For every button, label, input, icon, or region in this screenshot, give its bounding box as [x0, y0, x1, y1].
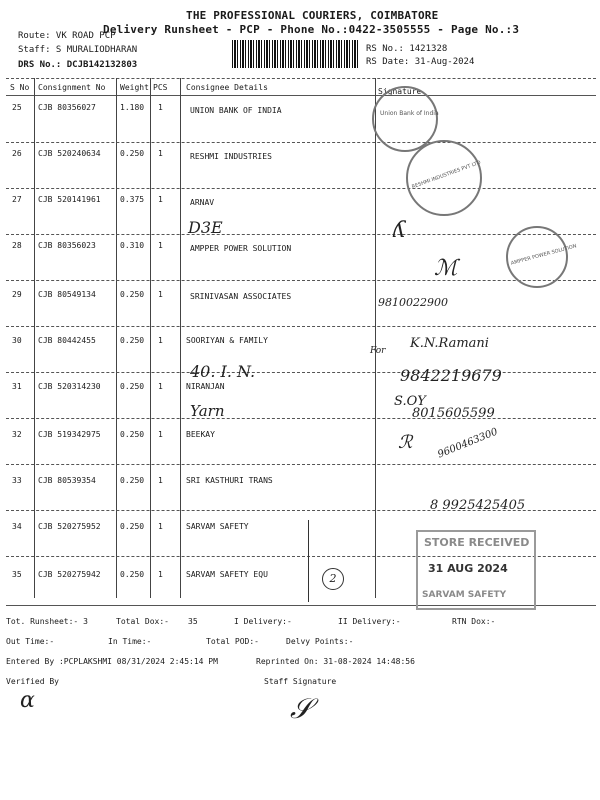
company-name: THE PROFESSIONAL COURIERS, COIMBATORE	[186, 9, 439, 22]
row-pcs: 1	[158, 149, 163, 158]
rs-number: RS No.: 1421328	[366, 44, 448, 54]
row-divider	[6, 280, 596, 281]
row-consignment-no: CJB 520275952	[38, 522, 101, 531]
handwritten-phone: 9600463300	[436, 426, 500, 461]
row-weight: 0.250	[120, 336, 145, 345]
col-pcs-header: PCS	[153, 83, 168, 92]
handwritten-note: 40. I. N.	[190, 362, 256, 381]
company-seal-stamp: RESHMI INDUSTRIES PVT LTD	[406, 140, 482, 216]
ii-delivery: II Delivery:-	[338, 617, 401, 626]
row-consignment-no: CJB 520275942	[38, 570, 101, 579]
handwritten-note: Yarn	[190, 402, 225, 420]
handwritten-phone: 8 9925425405	[430, 498, 526, 513]
row-pcs: 1	[158, 195, 163, 204]
out-time: Out Time:-	[6, 637, 55, 646]
row-consignment-no: CJB 519342975	[38, 430, 101, 439]
row-divider	[6, 326, 596, 327]
handwritten-note: D3E	[188, 218, 223, 237]
row-consignment-no: CJB 80356027	[38, 103, 96, 112]
row-pcs: 1	[158, 382, 163, 391]
col-weight-header: Weight	[120, 83, 149, 92]
in-time: In Time:-	[108, 637, 152, 646]
row-pcs: 1	[158, 522, 163, 531]
table-header-rule	[6, 95, 596, 96]
barcode-image	[232, 40, 360, 68]
handwritten-phone: 9810022900	[378, 296, 448, 309]
handwritten-prefix: For	[370, 346, 386, 356]
row-divider	[6, 142, 596, 143]
row-consignee: ARNAV	[190, 198, 215, 207]
row-sno: 26	[12, 149, 22, 158]
rtn-dox: RTN Dox:-	[452, 617, 496, 626]
row-divider	[6, 188, 596, 189]
row-weight: 0.250	[120, 382, 145, 391]
table-top-rule	[6, 78, 596, 79]
row-weight: 0.250	[120, 570, 145, 579]
row-sno: 34	[12, 522, 22, 531]
row-weight: 0.250	[120, 290, 145, 299]
total-dox-value: 35	[188, 617, 198, 626]
col-divider	[180, 78, 181, 598]
row-sno: 31	[12, 382, 22, 391]
row-consignment-no: CJB 520314230	[38, 382, 101, 391]
row-weight: 0.250	[120, 522, 145, 531]
handwritten-phone: 8015605599	[412, 406, 495, 421]
tot-runsheet: Tot. Runsheet:- 3	[6, 617, 88, 626]
row-consignment-no: CJB 80356023	[38, 241, 96, 250]
row-weight: 0.250	[120, 430, 145, 439]
row-divider	[6, 234, 596, 235]
total-pod: Total POD:-	[206, 637, 259, 646]
col-divider	[34, 78, 35, 598]
row-consignee: SARVAM SAFETY EQU	[186, 570, 268, 579]
row-weight: 0.375	[120, 195, 145, 204]
rs-date: RS Date: 31-Aug-2024	[366, 57, 475, 67]
verified-by-label: Verified By	[6, 677, 59, 686]
row-sno: 32	[12, 430, 22, 439]
row-pcs: 1	[158, 476, 163, 485]
row-sno: 29	[12, 290, 22, 299]
row-divider	[6, 464, 596, 465]
staff-label: Staff: S MURALIODHARAN	[18, 45, 138, 55]
col-consignee-header: Consignee Details	[186, 83, 268, 92]
handwritten-stroke	[308, 520, 309, 602]
row-consignment-no: CJB 80539354	[38, 476, 96, 485]
runsheet-title: Delivery Runsheet - PCP - Phone No.:0422-3505555 - Page No.:3	[103, 23, 520, 36]
col-divider	[375, 78, 376, 598]
row-consignee: RESHMI INDUSTRIES	[190, 152, 272, 161]
row-consignment-no: CJB 520141961	[38, 195, 101, 204]
row-sno: 28	[12, 241, 22, 250]
row-consignment-no: CJB 80549134	[38, 290, 96, 299]
col-sno-header: S No	[10, 83, 30, 92]
verifier-signature: ɑ	[20, 688, 35, 713]
row-weight: 0.250	[120, 476, 145, 485]
drs-number: DRS No.: DCJB142132803	[18, 60, 138, 70]
handwritten-phone: 9842219679	[400, 366, 502, 385]
row-consignee: UNION BANK OF INDIA	[190, 106, 282, 115]
col-divider	[150, 78, 151, 598]
row-sno: 35	[12, 570, 22, 579]
staff-signature-label: Staff Signature	[264, 677, 337, 686]
row-weight: 0.250	[120, 149, 145, 158]
bank-seal-stamp: Union Bank of India	[372, 86, 438, 152]
col-signature-header: Signature	[378, 87, 422, 96]
row-pcs: 1	[158, 570, 163, 579]
staff-signature-mark: 𝒮	[290, 692, 312, 725]
row-consignee: SARVAM SAFETY	[186, 522, 249, 531]
col-divider	[116, 78, 117, 598]
i-delivery: I Delivery:-	[234, 617, 292, 626]
row-sno: 25	[12, 103, 22, 112]
row-consignee: AMPPER POWER SOLUTION	[190, 244, 292, 253]
row-pcs: 1	[158, 241, 163, 250]
entered-by: Entered By :PCPLAKSHMI 08/31/2024 2:45:14 PM	[6, 657, 218, 666]
row-consignee: BEEKAY	[186, 430, 215, 439]
handwritten-signature: ℳ	[434, 256, 458, 281]
row-divider	[6, 418, 596, 419]
handwritten-name: K.N.Ramani	[410, 336, 489, 351]
row-consignee: SOORIYAN & FAMILY	[186, 336, 268, 345]
row-consignment-no: CJB 520240634	[38, 149, 101, 158]
row-weight: 1.180	[120, 103, 145, 112]
row-consignment-no: CJB 80442455	[38, 336, 96, 345]
total-dox-label: Total Dox:-	[116, 617, 169, 626]
route-label: Route: VK ROAD PCP	[18, 31, 116, 41]
handwritten-signature: ℛ	[398, 432, 413, 453]
row-pcs: 1	[158, 430, 163, 439]
row-consignee: SRINIVASAN ASSOCIATES	[190, 292, 292, 301]
row-divider	[6, 372, 596, 373]
delvy-points: Delvy Points:-	[286, 637, 354, 646]
row-sno: 33	[12, 476, 22, 485]
row-pcs: 1	[158, 290, 163, 299]
row-pcs: 1	[158, 103, 163, 112]
row-weight: 0.310	[120, 241, 145, 250]
handwritten-circled-number: 2	[322, 568, 344, 590]
reprinted-on: Reprinted On: 31-08-2024 14:48:56	[256, 657, 415, 666]
store-received-stamp: STORE RECEIVED 31 AUG 2024 SARVAM SAFETY	[416, 530, 536, 610]
row-sno: 30	[12, 336, 22, 345]
row-consignee: NIRANJAN	[186, 382, 225, 391]
row-pcs: 1	[158, 336, 163, 345]
row-consignee: SRI KASTHURI TRANS	[186, 476, 273, 485]
ampper-seal-stamp: AMPPER POWER SOLUTION	[506, 226, 568, 288]
handwritten-signature: ʎ	[393, 218, 406, 243]
col-consignment-header: Consignment No	[38, 83, 106, 92]
handwritten-signature: S.OY	[394, 394, 426, 409]
row-sno: 27	[12, 195, 22, 204]
